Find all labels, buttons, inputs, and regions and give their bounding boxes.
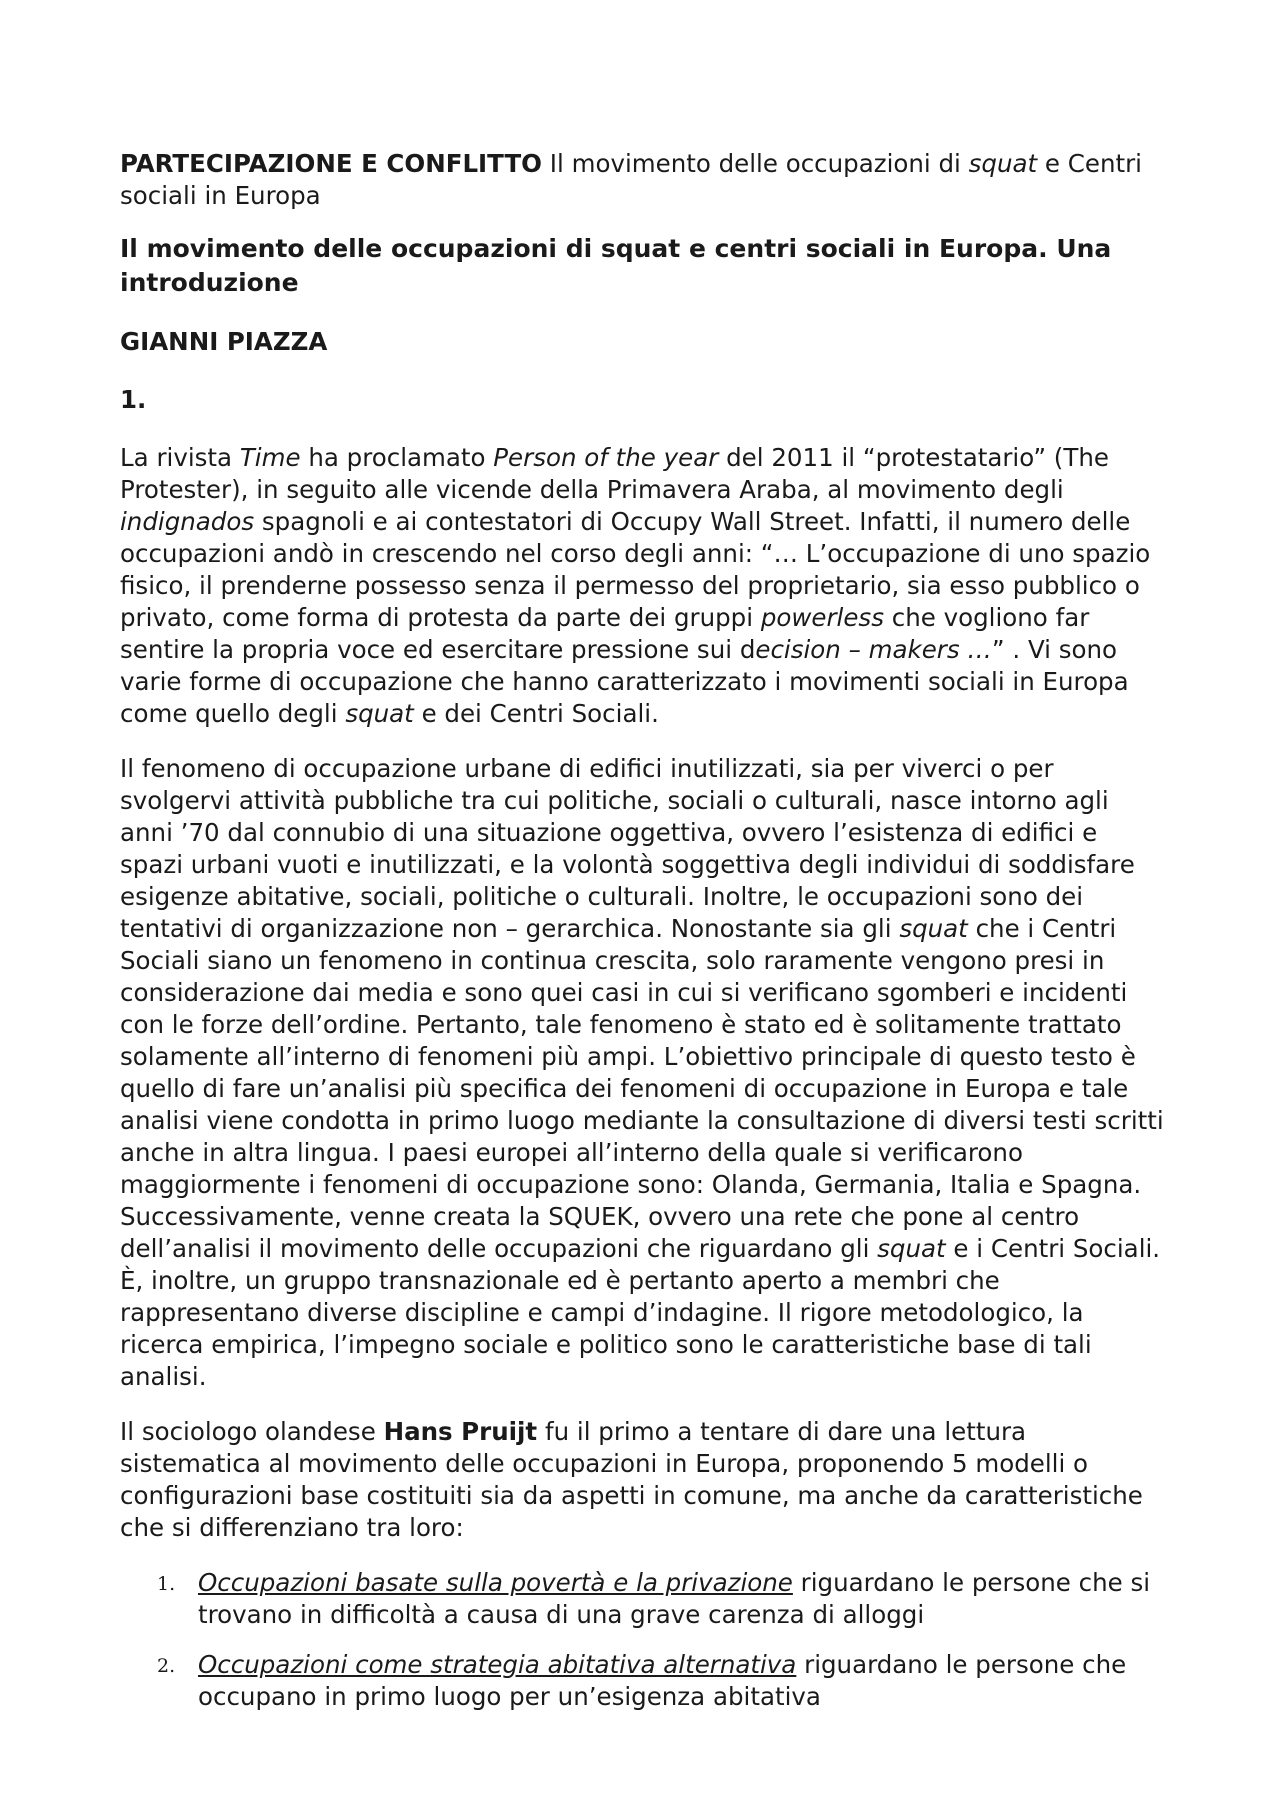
document-title	[120, 148, 1165, 212]
list-item	[120, 1567, 1165, 1631]
chapter-subtitle: Il movimento delle occupazioni di squat e centri sociali in Europa. Una introduzione	[120, 234, 1112, 297]
section-number: 1.	[120, 385, 147, 414]
model-term: Occupazioni basate sulla povertà e la privazione	[198, 1568, 793, 1597]
title-italic: squat	[968, 149, 1038, 178]
model-description: riguardano le persone che si trovano in difficoltà a causa di una grave carenza di alloggi	[198, 1568, 1151, 1629]
models-list	[120, 1567, 1165, 1713]
list-number: 2.	[157, 1655, 176, 1677]
model-term: Occupazioni come strategia abitativa alternativa	[198, 1650, 797, 1679]
title-rest-end: e Centri sociali in Europa	[120, 149, 1142, 210]
paragraph-1: La rivista Time ha proclamato Person of the year del 2011 il “protestatario” (The Protester), in seguito alle vicende della Primavera Araba, al movimento degli indignados spagnoli e ai contestatori di Occupy Wall Street. Infatti, il numero delle occupazioni andò in crescendo nel corso degli anni: “… L’occupazione di uno spazio fisico, il prenderne possesso senza il permesso del proprietario, sia esso pubblico o privato, come forma di protesta da parte dei gruppi powerless che vogliono far sentire la propria voce ed esercitare pressione sui decision – makers …” . Vi sono varie forme di occupazione che hanno caratterizzato i movimenti sociali in Europa come quello degli squat e dei Centri Sociali.	[120, 443, 1151, 728]
paragraph-3: Il sociologo olandese Hans Pruijt fu il primo a tentare di dare una lettura sistematica al movimento delle occupazioni in Europa, proponendo 5 modelli o configurazioni base costituiti sia da aspetti in comune, ma anche da caratteristiche che si differenziano tra loro:	[120, 1417, 1143, 1542]
author-highlight: Hans Pruijt	[383, 1417, 538, 1446]
author-name: GIANNI PIAZZA	[120, 327, 328, 356]
list-number: 1.	[157, 1573, 176, 1595]
title-rest: Il movimento delle occupazioni di	[541, 149, 969, 178]
document-page	[120, 148, 1165, 1731]
list-item	[120, 1649, 1165, 1713]
model-description: riguardano le persone che occupano in primo luogo per un’esigenza abitativa	[198, 1650, 1127, 1711]
paragraph-2: Il fenomeno di occupazione urbane di edifici inutilizzati, sia per viverci o per svolgervi attività pubbliche tra cui politiche, sociali o culturali, nasce intorno agli anni ’70 dal connubio di una situazione oggettiva, ovvero l’esistenza di edifici e spazi urbani vuoti e inutilizzati, e la volontà soggettiva degli individui di soddisfare esigenze abitative, sociali, politiche o culturali. Inoltre, le occupazioni sono dei tentativi di organizzazione non – gerarchica. Nonostante sia gli squat che i Centri Sociali siano un fenomeno in continua crescita, solo raramente vengono presi in considerazione dai media e sono quei casi in cui si verificano sgomberi e incidenti con le forze dell’ordine. Pertanto, tale fenomeno è stato ed è solitamente trattato solamente all’interno di fenomeni più ampi. L’obiettivo principale di questo testo è quello di fare un’analisi più specifica dei fenomeni di occupazione in Europa e tale analisi viene condotta in primo luogo mediante la consultazione di diversi testi scritti anche in altra lingua. I paesi europei all’interno della quale si verificarono maggiormente i fenomeni di occupazione sono: Olanda, Germania, Italia e Spagna. Successivamente, venne creata la SQUEK, ovvero una rete che pone al centro dell’analisi il movimento delle occupazioni che riguardano gli squat e i Centri Sociali. È, inoltre, un gruppo transnazionale ed è pertanto aperto a membri che rappresentano diverse discipline e campi d’indagine. Il rigore metodologico, la ricerca empirica, l’impegno sociale e politico sono le caratteristiche base di tali analisi.	[120, 754, 1164, 1391]
title-bold: PARTECIPAZIONE E CONFLITTO	[120, 149, 542, 178]
